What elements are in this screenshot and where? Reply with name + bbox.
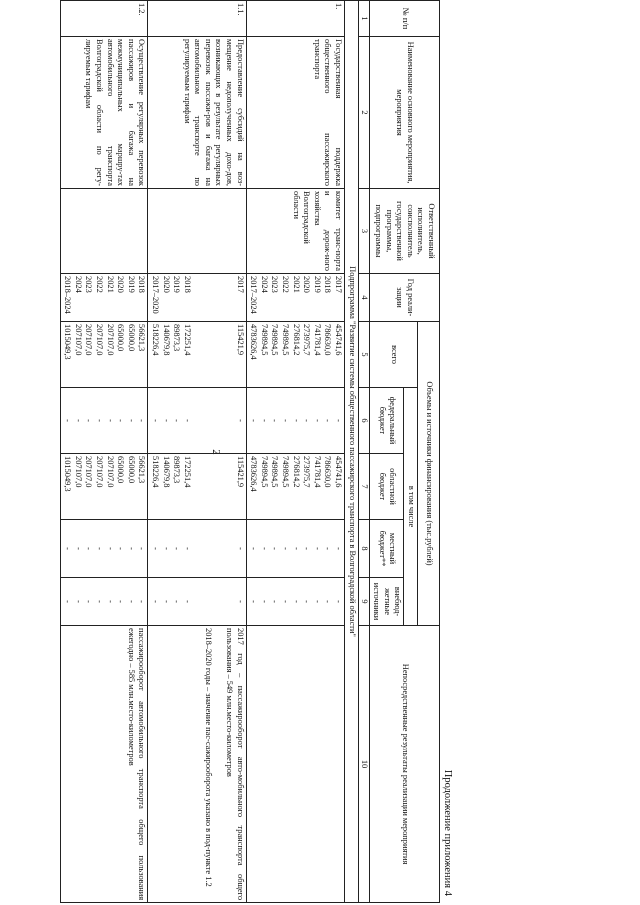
- header-local: местный бюджет**: [369, 520, 404, 578]
- row-regional: 115421,9 172251,4 89873,3 140679,8 518226,4: [148, 454, 246, 520]
- row-regional: 454741,6 786630,0 741781,4 273975,7 276814,2 749894,5 749894,5 749894,5 4783626,4: [246, 454, 344, 520]
- col-number: 10: [358, 626, 369, 903]
- subprogram-row: [345, 1, 359, 903]
- header-incl: в том числе: [404, 388, 418, 626]
- program-table: [60, 0, 440, 903]
- row-offbudget: - - - - -: [148, 578, 246, 626]
- row-results: [246, 626, 344, 903]
- col-number: 9: [358, 578, 369, 626]
- row-executor: [60, 189, 148, 274]
- row-executor: [148, 189, 246, 274]
- continuation-label: Продолжение приложения 4: [442, 769, 453, 896]
- row-results: 2017 год – пассажирооборот авто-мобильного транспорта общего пользования – 549 млн.место-километров 2018–2020 годы – значение пас-сажирооборота указано в под-пункте 1.2: [148, 626, 246, 903]
- header-executor: Ответственный исполнитель, соисполнитель государственной программы, подпрограммы: [369, 189, 439, 274]
- header-federal: федеральный бюджет: [369, 388, 404, 454]
- row-executor: комитет транс-порта и дорож-ного хозяйства Волгоградской области: [246, 189, 344, 274]
- row-regional: 56621,3 65000,0 65000,0 207107,0 207107,0 207107,0 207107,0 1015049,3: [60, 454, 148, 520]
- row-years: 2017 2018 2019 2020 2021 2022 2023 2024 2017–2024: [246, 274, 344, 322]
- page-number: 2: [209, 449, 222, 455]
- col-number: 7: [358, 454, 369, 520]
- row-num: 1.: [246, 1, 344, 37]
- col-number: 4: [358, 274, 369, 322]
- col-number: 1: [358, 1, 369, 37]
- row-years: 2018 2019 2020 2021 2022 2023 2024 2018–2024: [60, 274, 148, 322]
- rotated-page: [63, 0, 454, 902]
- header-num: № п/п: [369, 1, 439, 37]
- header-name: Наименование основного мероприятия, мероприятия: [369, 37, 439, 189]
- header-year: Год реали-зации: [369, 274, 439, 322]
- row-name: Государственная поддержка общественного пассажирского транспорта: [246, 37, 344, 189]
- row-results: пассажирооборот автомобильного транспорта общего пользования ежегодно – 585 млн.место-километров: [60, 626, 148, 903]
- table-row: [246, 1, 344, 903]
- table-row: [148, 1, 246, 903]
- row-federal: - - - - - - - - -: [246, 388, 344, 454]
- row-offbudget: - - - - - - - -: [60, 578, 148, 626]
- row-years: 2017 2018 2019 2020 2017–2020: [148, 274, 246, 322]
- header-total: всего: [369, 322, 417, 388]
- col-number: 6: [358, 388, 369, 454]
- row-num: 1.2.: [60, 1, 148, 37]
- row-federal: - - - - -: [148, 388, 246, 454]
- header-results: Непосредственные результаты реализации мероприятия: [369, 626, 439, 903]
- row-total: 454741,6 786630,0 741781,4 273975,7 276814,2 749894,5 749894,5 749894,5 4783626,4: [246, 322, 344, 388]
- header-finance: Объемы и источники финансирования (тыс.рублей): [418, 322, 440, 626]
- row-name: Осуществление регулярных перевозок пассажиров и багажа на межмуниципальных маршру-тах автомобильного транспорта Волгоградской области по регу-лируемым тарифам: [60, 37, 148, 189]
- col-number: 5: [358, 322, 369, 388]
- row-total: 56621,3 65000,0 65000,0 207107,0 207107,0 207107,0 207107,0 1015049,3: [60, 322, 148, 388]
- row-local: - - - - - - - -: [60, 520, 148, 578]
- col-number: 2: [358, 37, 369, 189]
- row-total: 115421,9 172251,4 89873,3 140679,8 518226,4: [148, 322, 246, 388]
- column-numbers-row: [358, 1, 369, 903]
- row-name: Предоставление субсидий на воз-мещение недополученных дохо-дов, возникающих в результате регулярных перевозок пассажи-ров и багажа на автомобильном транспорте по регулируемым тарифам: [148, 37, 246, 189]
- col-number: 8: [358, 520, 369, 578]
- header-regional: областной бюджет: [369, 454, 404, 520]
- row-federal: - - - - - - - -: [60, 388, 148, 454]
- subprogram-title: Подпрограмма "Развитие системы общественного пассажирского транспорта в Волгоградской области": [345, 1, 359, 903]
- header-offbudget: внебюд-жетные источники: [369, 578, 404, 626]
- row-num: 1.1.: [148, 1, 246, 37]
- row-local: - - - - -: [148, 520, 246, 578]
- table-row: [60, 1, 148, 903]
- col-number: 3: [358, 189, 369, 274]
- row-offbudget: - - - - - - - - -: [246, 578, 344, 626]
- row-local: - - - - - - - - -: [246, 520, 344, 578]
